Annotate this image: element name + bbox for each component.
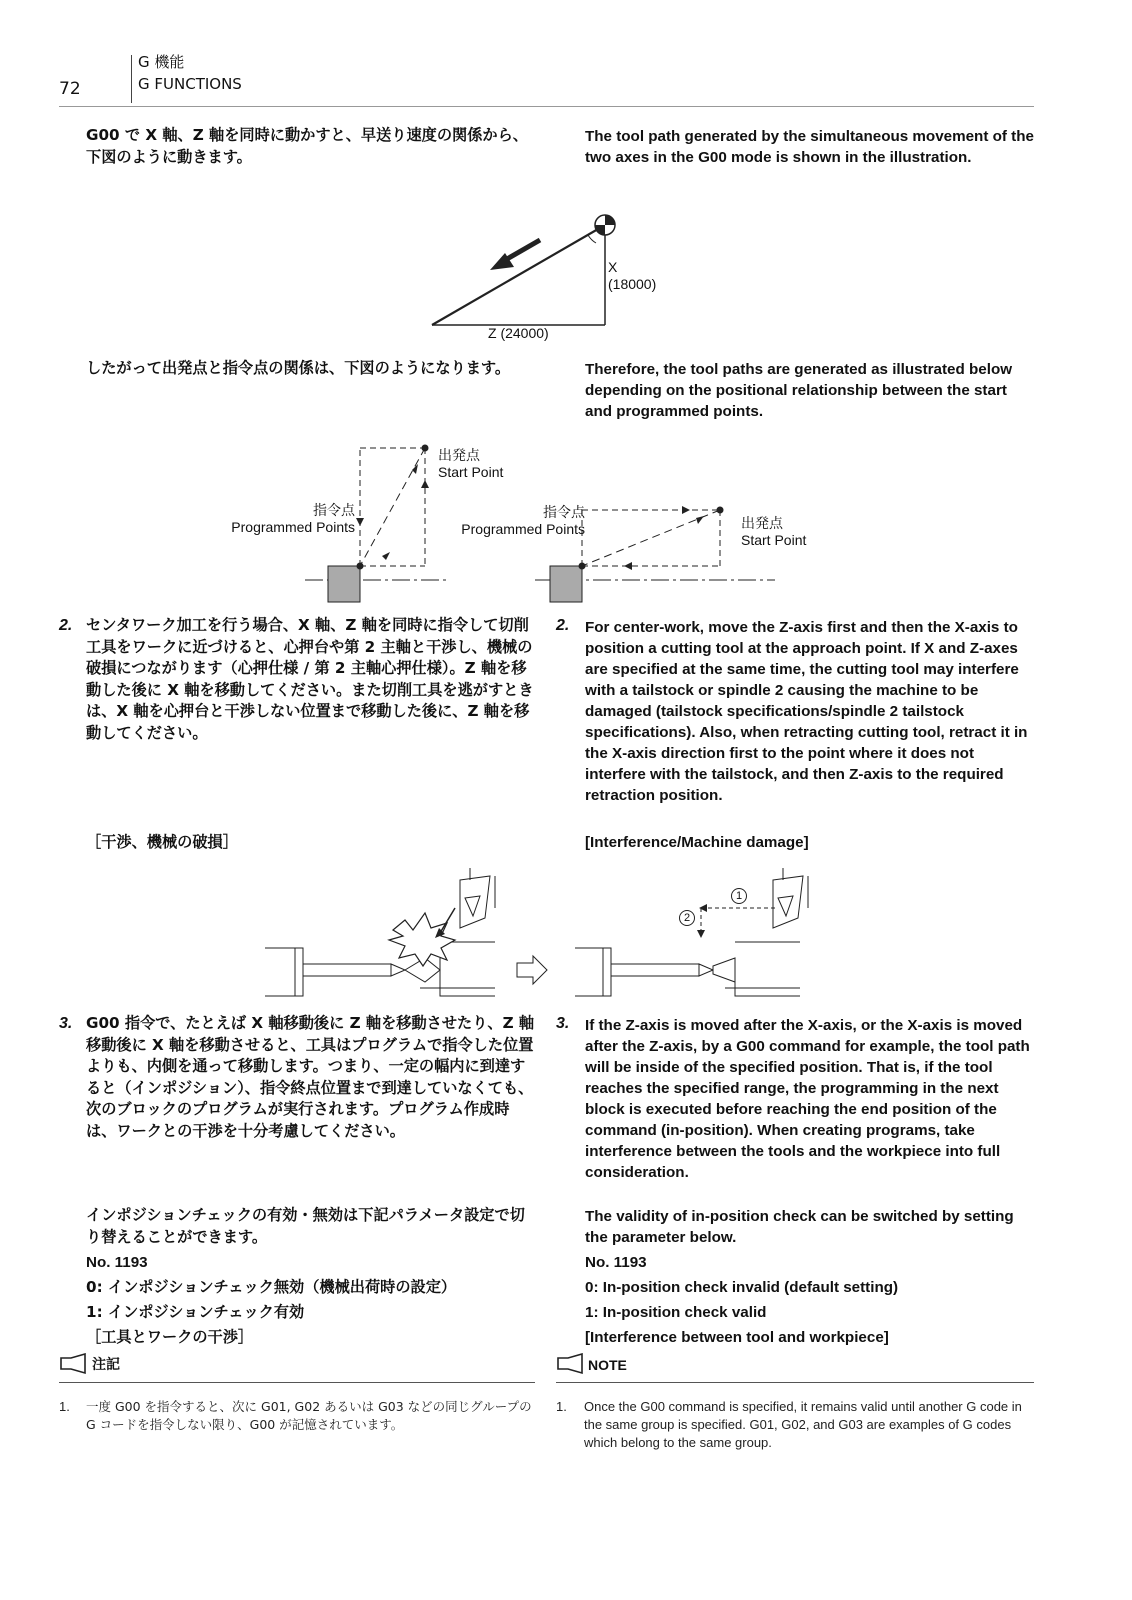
note-text-jp: 一度 G00 を指令すると、次に G01, G02 あるいは G03 などの同じグループの G コードを指令しない限り、G00 が記憶されています。 xyxy=(86,1399,532,1432)
circle-2-label: 2 xyxy=(683,912,691,924)
item2-caption-jp: ［干渉、機械の破損］ xyxy=(86,833,238,851)
programmed-point-label-jp: 指令点 xyxy=(313,502,355,518)
start-point-label-jp-2: 出発点 xyxy=(741,515,783,531)
programmed-point-label-en-2: Programmed Points xyxy=(461,521,585,537)
param-option0-jp: 0: インポジションチェック無効（機械出荷時の設定） xyxy=(86,1278,457,1296)
therefore-text-jp: したがって出発点と指令点の関係は、下図のようになります。 xyxy=(86,359,511,377)
header-rule xyxy=(59,106,1034,107)
note-rule-jp xyxy=(59,1382,535,1383)
item2-number-jp: 2. xyxy=(59,617,73,634)
item3-number-en: 3. xyxy=(556,1015,570,1032)
item2-number-en: 2. xyxy=(556,617,570,634)
x-axis-value: (18000) xyxy=(608,276,657,292)
section-title-en: G FUNCTIONS xyxy=(138,75,242,93)
intro-text-jp: G00 で X 軸、Z 軸を同時に動かすと、早送り速度の関係から、下図のように動きます。 xyxy=(86,126,528,166)
intro-text-en: The tool path generated by the simultaneous movement of the two axes in the G00 mode is shown in the illustration. xyxy=(585,128,1034,166)
z-axis-label: Z (24000) xyxy=(488,325,549,341)
page-number: 72 xyxy=(59,79,81,99)
item2-caption-en: [Interference/Machine damage] xyxy=(585,834,809,851)
param-number-jp: No. 1193 xyxy=(86,1254,148,1271)
x-axis-label: X xyxy=(608,259,618,275)
note-rule-en xyxy=(556,1382,1034,1383)
start-point-label-jp: 出発点 xyxy=(438,447,480,463)
param-option1-jp: 1: インポジションチェック有効 xyxy=(86,1303,305,1321)
item3-caption-en: [Interference between tool and workpiece] xyxy=(585,1329,889,1346)
note-icon-en xyxy=(556,1353,584,1375)
param-number-en: No. 1193 xyxy=(585,1254,647,1271)
g00-tool-path-figure xyxy=(420,205,700,345)
programmed-point-label-jp-2: 指令点 xyxy=(543,504,585,520)
item3-number-jp: 3. xyxy=(59,1015,73,1032)
param-text-jp: インポジションチェックの有効・無効は下記パラメータ設定で切り替えることができます。 xyxy=(86,1206,525,1246)
header-divider xyxy=(131,55,132,103)
item2-text-en: For center-work, move the Z-axis first and then the X-axis to position a cutting tool at the approach point. If X and Z-axes are specified at the same time, the cutting tool may interfere with a tailstock or spindle 2 causing the machine to be damaged (tailstock specifications/spindle 2 tailstock specifications). Also, when retracting cutting tool, retract it in the X-axis direction first to the point where it does not interfere with the tailstock, and then Z-axis to the required retraction position. xyxy=(585,619,1028,804)
note-label-en: NOTE xyxy=(588,1357,627,1373)
param-text-en: The validity of in-position check can be switched by setting the parameter below. xyxy=(585,1208,1014,1246)
section-title-jp: G 機能 xyxy=(138,53,185,71)
therefore-text-en: Therefore, the tool paths are generated as illustrated below depending on the positional relationship between the start and programmed points. xyxy=(585,361,1013,420)
item3-text-en: If the Z-axis is moved after the X-axis, or the X-axis is moved after the Z-axis, by a G00 command for example, the tool path will be inside of the specified position. That is, if the tool reaches the specified range, the programming in the next block is executed before reaching the end position of the command (in-position). When creating programs, take interference between the tools and the workpiece into full consideration. xyxy=(585,1017,1030,1181)
note-number-en: 1. xyxy=(556,1399,567,1414)
circle-1-label: 1 xyxy=(735,890,743,902)
note-text-en: Once the G00 command is specified, it remains valid until another G code in the same group is specified. G01, G02, and G03 are examples of G codes which belong to the same group. xyxy=(584,1399,1022,1450)
param-option0-en: 0: In-position check invalid (default setting) xyxy=(585,1279,899,1296)
note-label-jp: 注記 xyxy=(92,1357,120,1373)
start-point-label-en-2: Start Point xyxy=(741,532,807,548)
note-number-jp: 1. xyxy=(59,1399,70,1414)
item2-text-jp: センタワーク加工を行う場合、X 軸、Z 軸を同時に指令して切削工具をワークに近づけると、心押台や第 2 主軸と干渉し、機械の破損につながります（心押仕様 / 第 2 主軸心押仕様）。Z 軸を移動した後に X 軸を移動してください。また切削工具を逃がすときは、X 軸を心押台と干渉しない位置まで移動した後に、Z 軸を移動してください。 xyxy=(86,616,534,742)
note-icon xyxy=(59,1353,87,1375)
param-option1-en: 1: In-position check valid xyxy=(585,1304,767,1321)
start-point-label-en: Start Point xyxy=(438,464,504,480)
programmed-point-label-en: Programmed Points xyxy=(231,519,355,535)
item3-text-jp: G00 指令で、たとえば X 軸移動後に Z 軸を移動させたり、Z 軸移動後に X 軸を移動させると、工具はプログラムで指令した位置よりも、内側を通って移動します。つまり、一定の幅内に到達すると（インポジション）、指令終点位置まで到達していなくても、次のブロックのプログラムが実行されます。プログラム作成時は、ワークとの干渉を十分考慮してください。 xyxy=(86,1014,535,1140)
item3-caption-jp: ［工具とワークの干渉］ xyxy=(86,1328,254,1346)
